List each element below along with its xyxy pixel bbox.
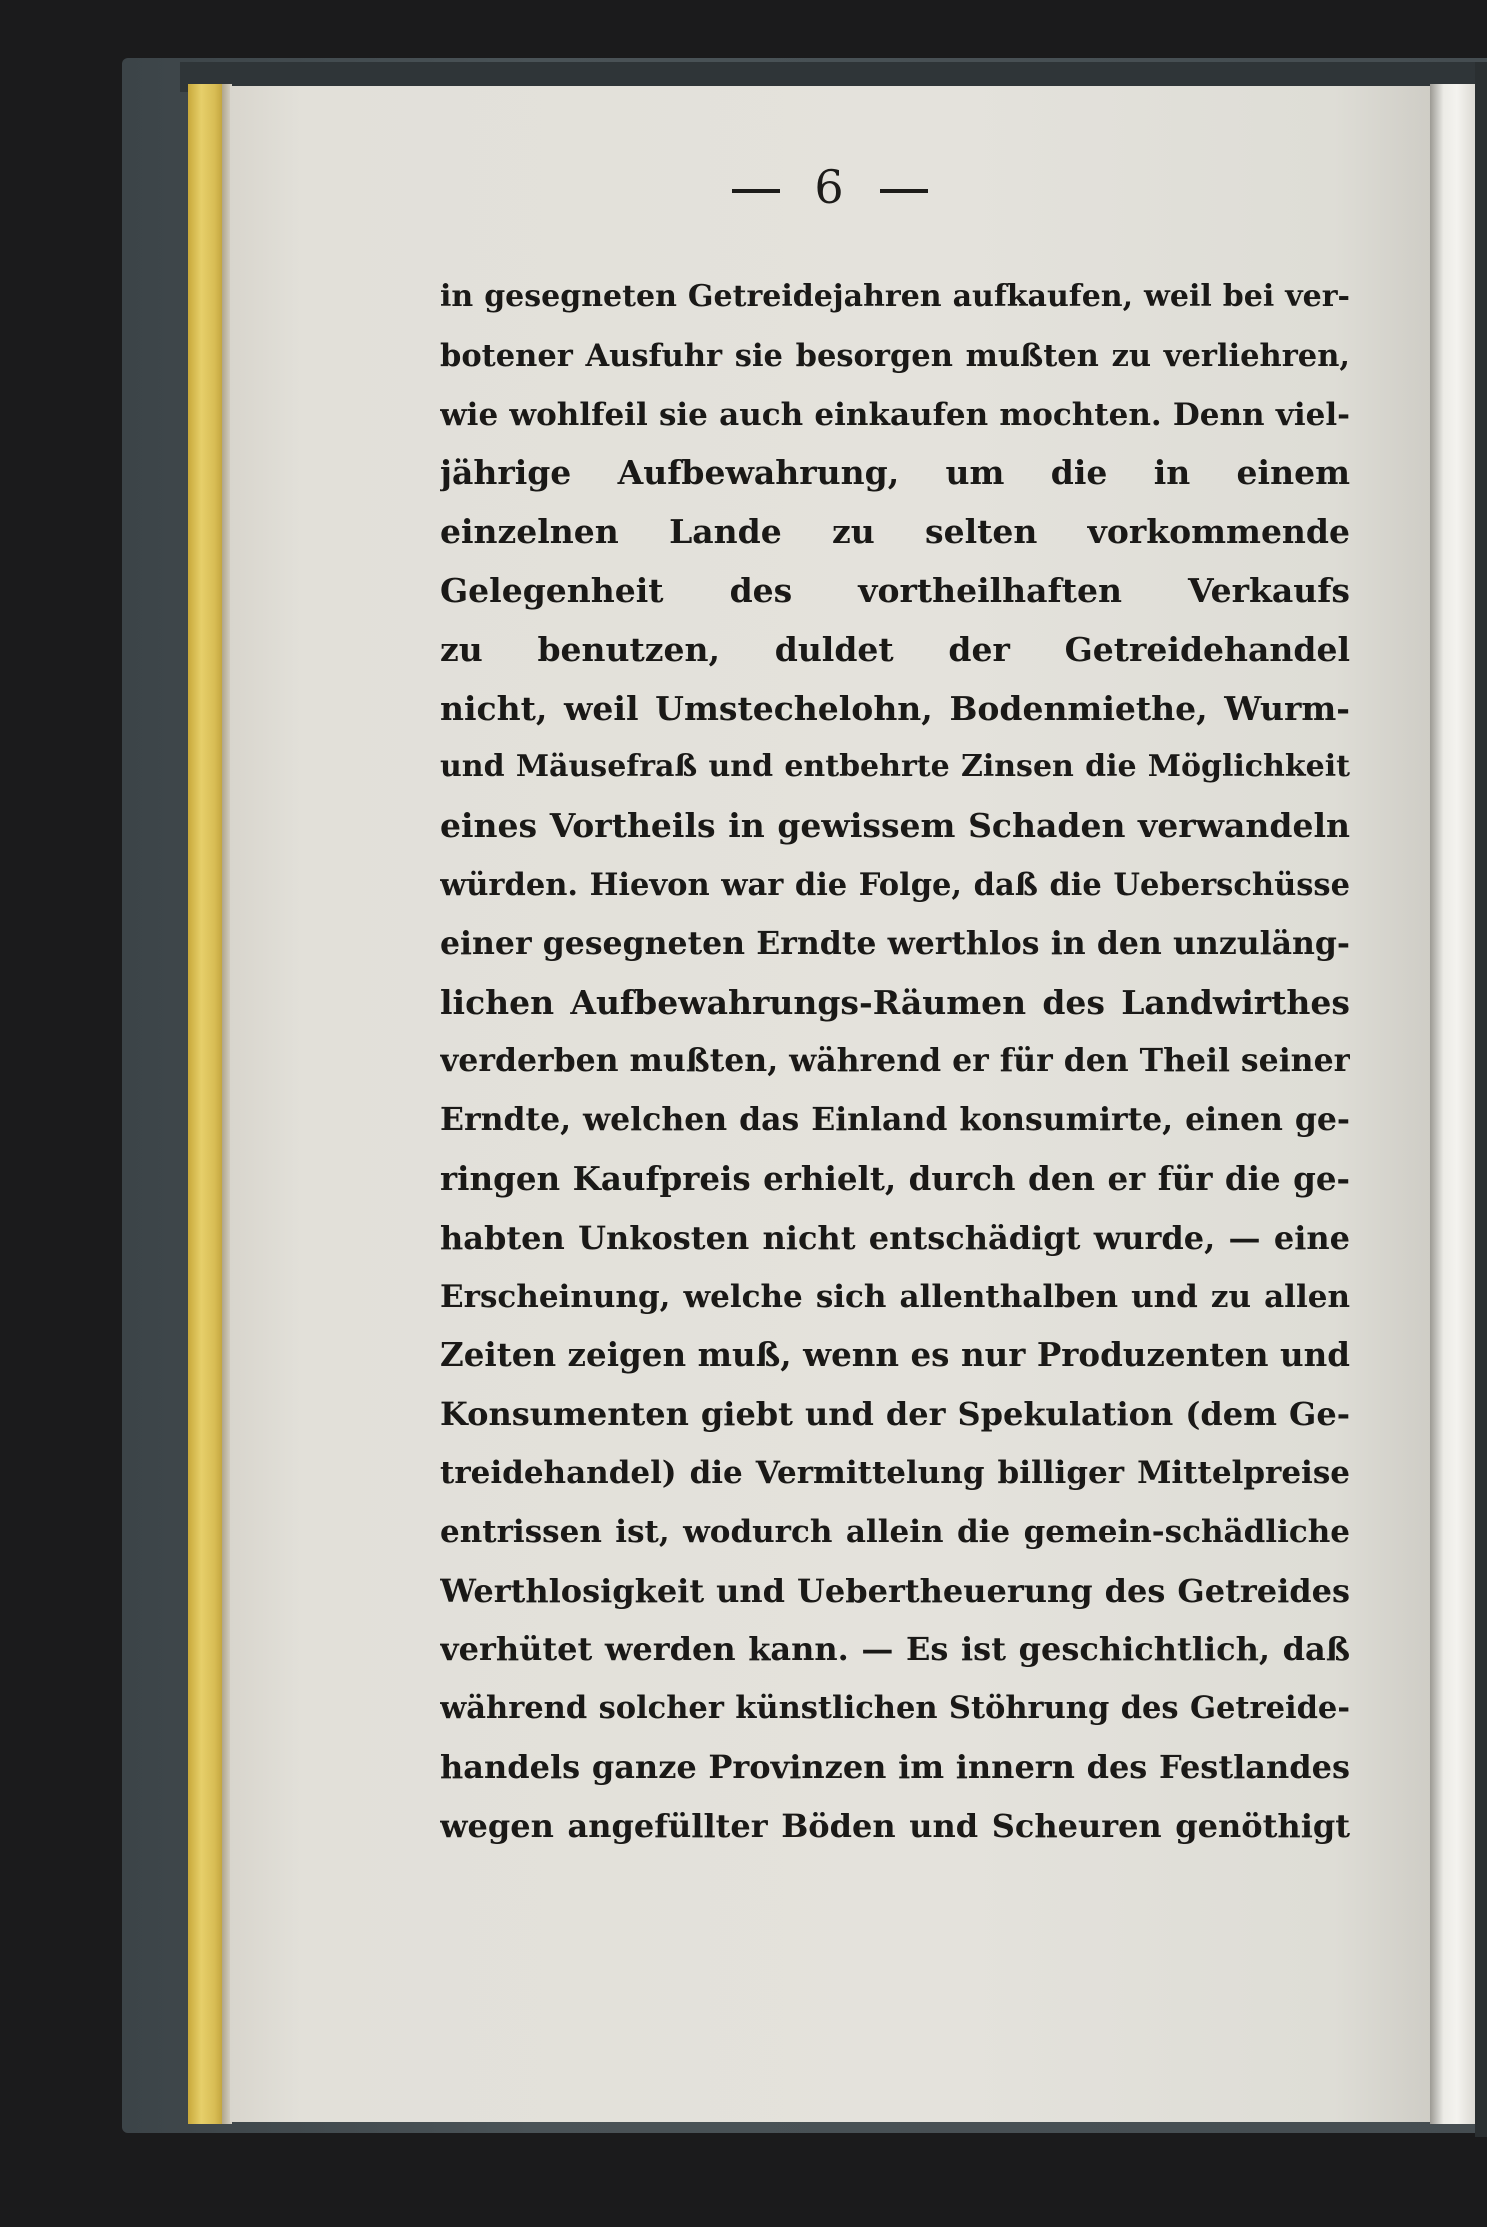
text-line: wie wohlfeil sie auch einkaufen mochten. Denn viel-: [440, 396, 1350, 433]
text-line: handels ganze Provinzen im innern des Festlandes: [440, 1747, 1350, 1786]
text-line: eines Vortheils in gewissem Schaden verwandeln: [440, 806, 1350, 846]
body-text: [440, 268, 1350, 1856]
text-line: Gelegenheit des vortheilhaften Verkaufs: [440, 570, 1350, 610]
text-line: Konsumenten giebt und der Spekulation (dem Ge-: [440, 1395, 1350, 1434]
text-line: einzelnen Lande zu selten vorkommende: [440, 512, 1350, 552]
text-line: Erndte, welchen das Einland konsumirte, einen ge-: [440, 1101, 1350, 1139]
header-dash-right: [880, 189, 928, 193]
page-number-header: [230, 160, 1430, 214]
text-line: Werthlosigkeit und Uebertheuerung des Getreides: [440, 1571, 1350, 1610]
text-line: jährige Aufbewahrung, um die in einem: [440, 453, 1350, 493]
text-line: ringen Kaufpreis erhielt, durch den er für die ge-: [440, 1158, 1350, 1198]
text-line: Erscheinung, welche sich allenthalben und zu allen: [440, 1278, 1350, 1315]
text-line: wegen angefüllter Böden und Scheuren genöthigt: [440, 1806, 1350, 1845]
text-line: verderben mußten, während er für den Theil seiner: [440, 1042, 1350, 1080]
text-line: verhütet werden kann. — Es ist geschichtlich, daß: [440, 1630, 1350, 1669]
text-line: und Mäusefraß und entbehrte Zinsen die Möglichkeit: [440, 749, 1350, 785]
text-line: lichen Aufbewahrungs-Räumen des Landwirthes: [440, 982, 1350, 1022]
text-line: botener Ausfuhr sie besorgen mußten zu verliehren,: [440, 337, 1350, 374]
page-number: 6: [814, 160, 846, 214]
next-page-edge: [1430, 84, 1475, 2124]
text-line: würden. Hievon war die Folge, daß die Ueberschüsse: [440, 866, 1350, 903]
text-line: entrissen ist, wodurch allein die gemein-schädliche: [440, 1513, 1350, 1550]
cover-right-edge: [1475, 62, 1487, 2137]
text-line: in gesegneten Getreidejahren aufkaufen, weil bei ver-: [440, 279, 1350, 314]
text-line: Zeiten zeigen muß, wenn es nur Produzenten und: [440, 1335, 1350, 1375]
text-line: habten Unkosten nicht entschädigt wurde, — eine: [440, 1218, 1350, 1257]
text-line: zu benutzen, duldet der Getreidehandel: [440, 629, 1350, 669]
page-edges: [188, 84, 226, 2124]
text-line: treidehandel) die Vermittelung billiger Mittelpreise: [440, 1454, 1350, 1491]
text-line: während solcher künstlichen Stöhrung des Getreide-: [440, 1690, 1350, 1727]
text-line: nicht, weil Umstechelohn, Bodenmiethe, Wurm-: [440, 688, 1350, 728]
text-line: einer gesegneten Erndte werthlos in den unzuläng-: [440, 924, 1350, 962]
header-dash-left: [732, 189, 780, 193]
